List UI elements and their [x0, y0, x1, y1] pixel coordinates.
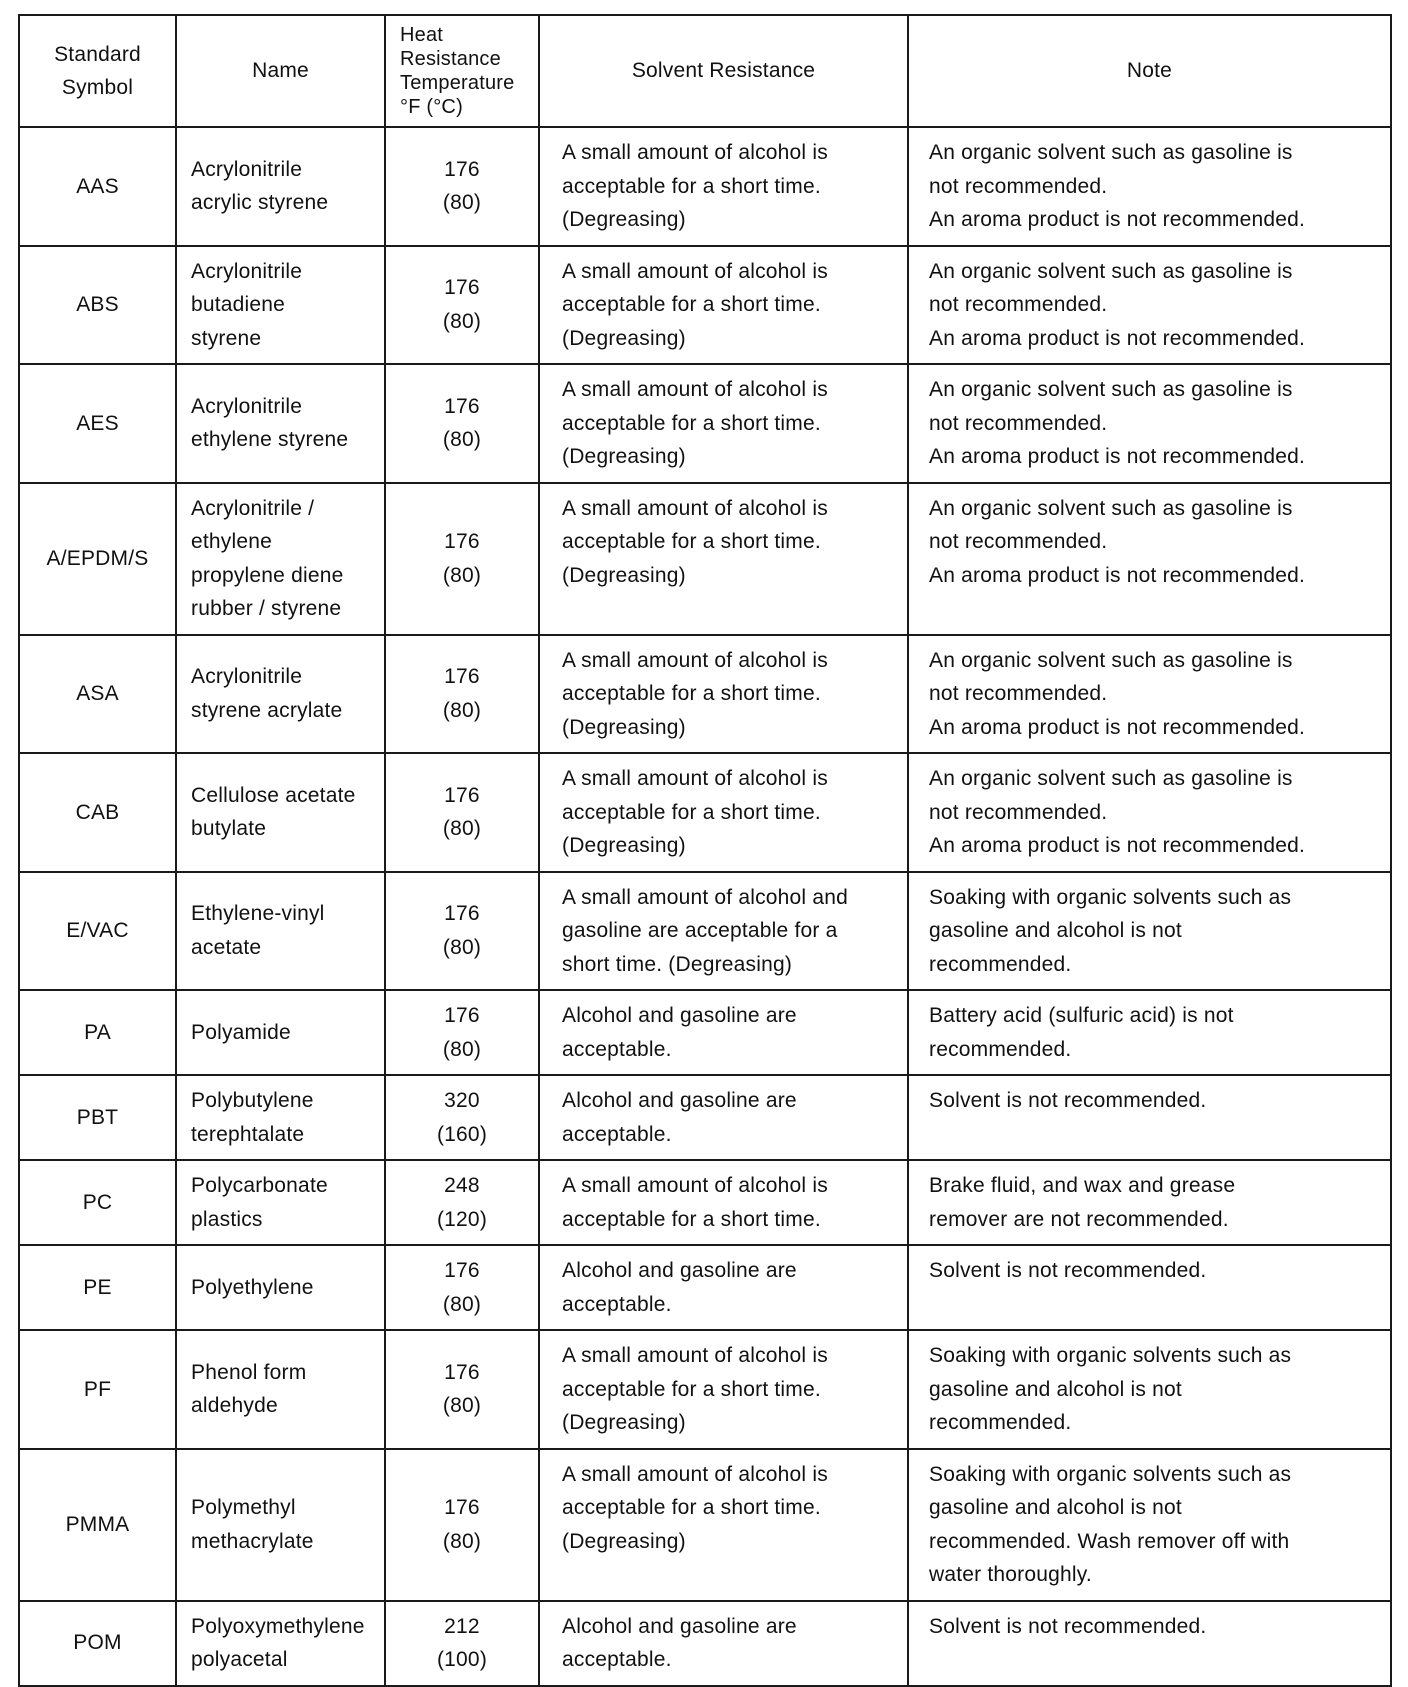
line: acceptable for a short time.	[562, 1207, 821, 1231]
line: An organic solvent such as gasoline is	[929, 259, 1293, 283]
name-cell	[176, 1601, 385, 1686]
solvent-resistance-cell	[539, 483, 908, 635]
temperature-fahrenheit: 176	[444, 1360, 480, 1384]
line: Acrylonitrile	[191, 157, 303, 181]
solvent-resistance-cell	[539, 1245, 908, 1330]
temperature-fahrenheit: 176	[444, 394, 480, 418]
note-cell	[908, 1160, 1391, 1245]
line: A small amount of alcohol is	[562, 259, 828, 283]
name-cell	[176, 1449, 385, 1601]
table-row	[19, 127, 1391, 246]
line: An organic solvent such as gasoline is	[929, 496, 1293, 520]
note-cell	[908, 364, 1391, 483]
line: Alcohol and gasoline are	[562, 1089, 797, 1112]
note-cell	[908, 990, 1391, 1075]
temperature-fahrenheit: 320	[444, 1089, 480, 1112]
temperature-celsius: (80)	[442, 698, 482, 722]
table-row	[19, 1330, 1391, 1449]
standard-symbol-cell: ASA	[19, 635, 176, 754]
solvent-resistance-cell	[539, 1449, 908, 1601]
temperature-fahrenheit: 176	[444, 783, 480, 807]
line: Soaking with organic solvents such as	[929, 885, 1292, 909]
line: Ethylene-vinyl	[191, 902, 325, 926]
line: gasoline and alcohol is not	[929, 1377, 1182, 1401]
heat-resistance-cell	[385, 1075, 539, 1160]
note-cell	[908, 1601, 1391, 1686]
note-cell	[908, 1330, 1391, 1449]
line: Soaking with organic solvents such as	[929, 1344, 1292, 1367]
line: not recommended.	[929, 411, 1108, 435]
line: acceptable.	[562, 1648, 672, 1671]
standard-symbol-cell: AES	[19, 364, 176, 483]
header-standard-symbol: Standard Symbol	[19, 15, 176, 127]
note-cell	[908, 127, 1391, 246]
line: Polymethyl	[191, 1496, 296, 1519]
line: (Degreasing)	[562, 208, 686, 231]
line: An organic solvent such as gasoline is	[929, 648, 1293, 672]
note-cell	[908, 872, 1391, 991]
heat-resistance-cell	[385, 872, 539, 991]
standard-symbol-cell: E/VAC	[19, 872, 176, 991]
line: butadiene	[191, 293, 286, 316]
temperature-celsius: (80)	[442, 1037, 482, 1061]
name-cell	[176, 127, 385, 246]
line: Polycarbonate	[191, 1174, 328, 1197]
line: propylene diene	[191, 563, 344, 587]
temperature-fahrenheit: 176	[444, 1496, 480, 1519]
line: acceptable for a short time.	[562, 293, 821, 316]
line: water thoroughly.	[929, 1563, 1092, 1586]
table-row	[19, 483, 1391, 635]
table-row	[19, 872, 1391, 991]
note-cell	[908, 1449, 1391, 1601]
standard-symbol-cell: PMMA	[19, 1449, 176, 1601]
line: gasoline and alcohol is not	[929, 1496, 1182, 1519]
table-row	[19, 1075, 1391, 1160]
line: (Degreasing)	[562, 563, 686, 587]
temperature-fahrenheit: 176	[444, 157, 480, 181]
line: Acrylonitrile	[191, 665, 303, 689]
line: gasoline are acceptable for a	[562, 919, 838, 942]
line: Soaking with organic solvents such as	[929, 1462, 1292, 1486]
line: A small amount of alcohol is	[562, 1462, 828, 1486]
solvent-resistance-cell	[539, 1601, 908, 1686]
line: acceptable.	[562, 1122, 672, 1146]
line: Solvent is not recommended.	[929, 1089, 1207, 1112]
table-row	[19, 364, 1391, 483]
temperature-celsius: (80)	[442, 428, 482, 452]
line: Acrylonitrile	[191, 259, 303, 283]
line: A small amount of alcohol and	[562, 885, 848, 909]
temperature-celsius: (160)	[436, 1122, 488, 1146]
heat-resistance-cell	[385, 635, 539, 754]
name-cell	[176, 364, 385, 483]
solvent-resistance-cell	[539, 1160, 908, 1245]
table-row	[19, 1245, 1391, 1330]
line: (Degreasing)	[562, 1529, 686, 1553]
line: ethylene styrene	[191, 428, 349, 452]
line: short time. (Degreasing)	[562, 952, 793, 976]
heat-resistance-cell	[385, 1160, 539, 1245]
line: ethylene	[191, 530, 272, 553]
line: acceptable for a short time.	[562, 411, 821, 435]
line: Alcohol and gasoline are	[562, 1004, 797, 1027]
line: Polyethylene	[191, 1275, 314, 1299]
header-name: Name	[176, 15, 385, 127]
table-row	[19, 990, 1391, 1075]
line: An aroma product is not recommended.	[929, 834, 1306, 857]
line: An organic solvent such as gasoline is	[929, 378, 1293, 401]
temperature-celsius: (80)	[442, 563, 482, 587]
solvent-resistance-cell	[539, 990, 908, 1075]
name-cell	[176, 246, 385, 365]
table-row	[19, 635, 1391, 754]
note-cell	[908, 753, 1391, 872]
temperature-fahrenheit: 212	[444, 1614, 480, 1638]
solvent-resistance-cell	[539, 872, 908, 991]
line: (Degreasing)	[562, 715, 686, 739]
line: acceptable.	[562, 1292, 672, 1316]
line: Polyoxymethylene	[191, 1614, 365, 1638]
standard-symbol-cell: ABS	[19, 246, 176, 365]
line: An aroma product is not recommended.	[929, 326, 1306, 350]
name-cell	[176, 1075, 385, 1160]
heat-resistance-cell	[385, 127, 539, 246]
line: acceptable for a short time.	[562, 1496, 821, 1519]
line: Polyamide	[191, 1020, 291, 1044]
header-note: Note	[908, 15, 1391, 127]
line: not recommended.	[929, 800, 1108, 824]
standard-symbol-cell: PE	[19, 1245, 176, 1330]
table-row	[19, 1449, 1391, 1601]
temperature-celsius: (80)	[442, 309, 482, 333]
line: A small amount of alcohol is	[562, 648, 828, 672]
line: Solvent is not recommended.	[929, 1259, 1207, 1282]
plastics-reference-sheet	[18, 14, 1390, 1687]
temperature-celsius: (80)	[442, 935, 482, 959]
temperature-celsius: (80)	[442, 1292, 482, 1316]
note-cell	[908, 1075, 1391, 1160]
solvent-resistance-cell	[539, 246, 908, 365]
standard-symbol-cell: A/EPDM/S	[19, 483, 176, 635]
temperature-fahrenheit: 176	[444, 1004, 480, 1027]
standard-symbol-cell: PC	[19, 1160, 176, 1245]
line: Acrylonitrile /	[191, 496, 315, 520]
line: butylate	[191, 817, 267, 841]
line: An aroma product is not recommended.	[929, 563, 1306, 587]
line: Cellulose acetate	[191, 783, 356, 807]
line: A small amount of alcohol is	[562, 141, 828, 164]
line: Polybutylene	[191, 1089, 314, 1112]
table-row	[19, 246, 1391, 365]
line: An organic solvent such as gasoline is	[929, 767, 1293, 790]
heat-resistance-cell	[385, 753, 539, 872]
line: acceptable for a short time.	[562, 174, 821, 198]
line: polyacetal	[191, 1648, 288, 1671]
temperature-fahrenheit: 176	[444, 665, 480, 689]
standard-symbol-cell: PA	[19, 990, 176, 1075]
solvent-resistance-cell	[539, 753, 908, 872]
header-heat-resistance: Heat Resistance Temperature °F (°C)	[385, 15, 539, 127]
solvent-resistance-cell	[539, 364, 908, 483]
line: methacrylate	[191, 1529, 314, 1553]
line: (Degreasing)	[562, 445, 686, 468]
line: recommended.	[929, 952, 1072, 976]
name-cell	[176, 1330, 385, 1449]
line: rubber / styrene	[191, 597, 342, 620]
note-cell	[908, 1245, 1391, 1330]
line: not recommended.	[929, 293, 1108, 316]
name-cell	[176, 990, 385, 1075]
line: (Degreasing)	[562, 834, 686, 857]
temperature-fahrenheit: 176	[444, 902, 480, 926]
heat-resistance-cell	[385, 364, 539, 483]
table-row	[19, 1601, 1391, 1686]
table-row	[19, 753, 1391, 872]
temperature-celsius: (80)	[442, 817, 482, 841]
line: not recommended.	[929, 530, 1108, 553]
note-cell	[908, 246, 1391, 365]
temperature-celsius: (80)	[442, 1394, 482, 1418]
temperature-fahrenheit: 176	[444, 276, 480, 300]
heat-resistance-cell	[385, 1449, 539, 1601]
temperature-fahrenheit: 176	[444, 1259, 480, 1282]
solvent-resistance-cell	[539, 635, 908, 754]
name-cell	[176, 483, 385, 635]
line: A small amount of alcohol is	[562, 496, 828, 520]
line: An aroma product is not recommended.	[929, 445, 1306, 468]
line: styrene	[191, 326, 262, 350]
line: (Degreasing)	[562, 326, 686, 350]
line: acceptable.	[562, 1037, 672, 1061]
line: gasoline and alcohol is not	[929, 919, 1182, 942]
line: Alcohol and gasoline are	[562, 1614, 797, 1638]
note-cell	[908, 483, 1391, 635]
heat-resistance-cell	[385, 1601, 539, 1686]
line: An aroma product is not recommended.	[929, 208, 1306, 231]
plastic-materials-table	[18, 14, 1392, 1687]
line: plastics	[191, 1207, 263, 1231]
line: recommended.	[929, 1411, 1072, 1434]
line: acceptable for a short time.	[562, 800, 821, 824]
standard-symbol-cell: CAB	[19, 753, 176, 872]
temperature-fahrenheit: 248	[444, 1174, 480, 1197]
line: Alcohol and gasoline are	[562, 1259, 797, 1282]
heat-resistance-cell	[385, 1245, 539, 1330]
line: terephtalate	[191, 1122, 305, 1146]
temperature-celsius: (120)	[436, 1207, 488, 1231]
name-cell	[176, 635, 385, 754]
line: An aroma product is not recommended.	[929, 715, 1306, 739]
standard-symbol-cell: PF	[19, 1330, 176, 1449]
line: Acrylonitrile	[191, 394, 303, 418]
line: recommended. Wash remover off with	[929, 1529, 1290, 1553]
line: acrylic styrene	[191, 191, 329, 215]
line: A small amount of alcohol is	[562, 767, 828, 790]
solvent-resistance-cell	[539, 127, 908, 246]
solvent-resistance-cell	[539, 1330, 908, 1449]
line: not recommended.	[929, 682, 1108, 705]
line: Battery acid (sulfuric acid) is not	[929, 1004, 1234, 1027]
line: styrene acrylate	[191, 698, 343, 722]
line: Phenol form	[191, 1360, 307, 1384]
line: recommended.	[929, 1037, 1072, 1061]
table-row	[19, 1160, 1391, 1245]
line: Solvent is not recommended.	[929, 1614, 1207, 1638]
note-cell	[908, 635, 1391, 754]
line: (Degreasing)	[562, 1411, 686, 1434]
temperature-celsius: (100)	[436, 1648, 488, 1671]
line: acceptable for a short time.	[562, 682, 821, 705]
line: remover are not recommended.	[929, 1207, 1229, 1231]
temperature-fahrenheit: 176	[444, 530, 480, 553]
line: acetate	[191, 935, 262, 959]
name-cell	[176, 1245, 385, 1330]
line: An organic solvent such as gasoline is	[929, 141, 1293, 164]
temperature-celsius: (80)	[442, 191, 482, 215]
line: not recommended.	[929, 174, 1108, 198]
heat-resistance-cell	[385, 1330, 539, 1449]
standard-symbol-cell: AAS	[19, 127, 176, 246]
heat-resistance-cell	[385, 246, 539, 365]
standard-symbol-cell: POM	[19, 1601, 176, 1686]
temperature-celsius: (80)	[442, 1529, 482, 1553]
header-solvent-resistance: Solvent Resistance	[539, 15, 908, 127]
line: A small amount of alcohol is	[562, 378, 828, 401]
line: A small amount of alcohol is	[562, 1174, 828, 1197]
line: acceptable for a short time.	[562, 1377, 821, 1401]
name-cell	[176, 872, 385, 991]
solvent-resistance-cell	[539, 1075, 908, 1160]
line: aldehyde	[191, 1394, 278, 1418]
heat-resistance-cell	[385, 990, 539, 1075]
line: acceptable for a short time.	[562, 530, 821, 553]
standard-symbol-cell: PBT	[19, 1075, 176, 1160]
name-cell	[176, 1160, 385, 1245]
line: Brake fluid, and wax and grease	[929, 1174, 1236, 1197]
heat-resistance-cell	[385, 483, 539, 635]
name-cell	[176, 753, 385, 872]
line: A small amount of alcohol is	[562, 1344, 828, 1367]
header-row	[19, 15, 1391, 127]
